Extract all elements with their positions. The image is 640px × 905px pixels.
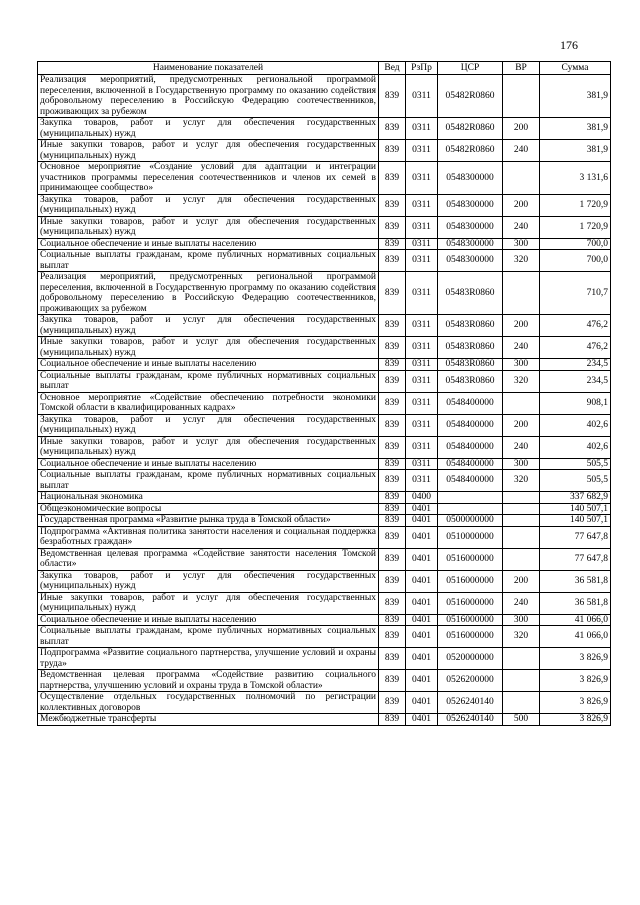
cell-csr: [438, 503, 503, 515]
cell-rzpr: 0311: [406, 272, 438, 315]
cell-csr: 0548300000: [438, 238, 503, 250]
cell-name: Межбюджетные трансферты: [38, 714, 379, 726]
cell-sum: 3 826,9: [540, 670, 611, 692]
cell-sum: 36 581,8: [540, 592, 611, 614]
cell-vr: [503, 272, 540, 315]
cell-name: Закупка товаров, работ и услуг для обеспечения государственных (муниципальных) нужд: [38, 315, 379, 337]
table-row: [38, 570, 611, 592]
cell-ved: 839: [379, 162, 406, 195]
cell-vr: 200: [503, 194, 540, 216]
cell-ved: 839: [379, 503, 406, 515]
cell-ved: 839: [379, 392, 406, 414]
table-row: [38, 526, 611, 548]
cell-ved: 839: [379, 714, 406, 726]
cell-ved: 839: [379, 458, 406, 470]
cell-csr: 05482R0860: [438, 118, 503, 140]
cell-ved: 839: [379, 436, 406, 458]
cell-csr: 0548400000: [438, 458, 503, 470]
cell-sum: 3 826,9: [540, 648, 611, 670]
cell-name: Социальное обеспечение и иные выплаты населению: [38, 614, 379, 626]
cell-ved: 839: [379, 414, 406, 436]
cell-ved: 839: [379, 216, 406, 238]
cell-sum: 3 826,9: [540, 692, 611, 714]
table-row: [38, 140, 611, 162]
cell-rzpr: 0401: [406, 670, 438, 692]
table-row: [38, 337, 611, 359]
table-row: [38, 492, 611, 504]
cell-sum: 36 581,8: [540, 570, 611, 592]
table-row: [38, 118, 611, 140]
table-row: [38, 515, 611, 527]
header-name: Наименование показателей: [38, 62, 379, 75]
cell-rzpr: 0311: [406, 337, 438, 359]
cell-rzpr: 0311: [406, 414, 438, 436]
cell-csr: 0526240140: [438, 714, 503, 726]
cell-name: Государственная программа «Развитие рынка труда в Томской области»: [38, 515, 379, 527]
cell-csr: 0548300000: [438, 194, 503, 216]
cell-csr: 05483R0860: [438, 272, 503, 315]
cell-sum: 140 507,1: [540, 515, 611, 527]
cell-vr: 320: [503, 370, 540, 392]
table-row: [38, 648, 611, 670]
header-csr: ЦСР: [438, 62, 503, 75]
cell-name: Основное мероприятие «Создание условий для адаптации и интеграции участников программы переселения соотечественников и членов их семей в принимающее сообщество»: [38, 162, 379, 195]
cell-vr: 300: [503, 359, 540, 371]
cell-vr: [503, 492, 540, 504]
cell-name: Иные закупки товаров, работ и услуг для обеспечения государственных (муниципальных) нужд: [38, 337, 379, 359]
cell-ved: 839: [379, 337, 406, 359]
table-row: [38, 370, 611, 392]
cell-name: Социальные выплаты гражданам, кроме публичных нормативных социальных выплат: [38, 250, 379, 272]
cell-vr: [503, 503, 540, 515]
cell-csr: 0526200000: [438, 670, 503, 692]
cell-sum: 77 647,8: [540, 526, 611, 548]
header-sum: Сумма: [540, 62, 611, 75]
cell-name: Реализация мероприятий, предусмотренных региональной программой переселения, включенной в Государственную программу по оказанию содействия добровольному переселению в Российскую Федерацию соотечественников, проживающих за рубежом: [38, 75, 379, 118]
cell-csr: 05483R0860: [438, 370, 503, 392]
cell-rzpr: 0311: [406, 75, 438, 118]
cell-vr: 300: [503, 238, 540, 250]
cell-csr: 0548400000: [438, 392, 503, 414]
cell-rzpr: 0311: [406, 250, 438, 272]
cell-rzpr: 0311: [406, 238, 438, 250]
cell-rzpr: 0400: [406, 492, 438, 504]
cell-vr: [503, 648, 540, 670]
table-row: [38, 392, 611, 414]
cell-ved: 839: [379, 692, 406, 714]
cell-ved: 839: [379, 118, 406, 140]
cell-vr: 500: [503, 714, 540, 726]
cell-rzpr: 0401: [406, 548, 438, 570]
cell-sum: 381,9: [540, 140, 611, 162]
cell-rzpr: 0401: [406, 592, 438, 614]
cell-name: Закупка товаров, работ и услуг для обеспечения государственных (муниципальных) нужд: [38, 414, 379, 436]
cell-rzpr: 0401: [406, 626, 438, 648]
cell-sum: 337 682,9: [540, 492, 611, 504]
cell-csr: 0516000000: [438, 626, 503, 648]
cell-sum: 505,5: [540, 470, 611, 492]
table-row: [38, 216, 611, 238]
cell-sum: 1 720,9: [540, 194, 611, 216]
cell-ved: 839: [379, 614, 406, 626]
cell-sum: 3 131,6: [540, 162, 611, 195]
cell-ved: 839: [379, 515, 406, 527]
cell-rzpr: 0311: [406, 392, 438, 414]
cell-vr: 320: [503, 626, 540, 648]
table-row: [38, 592, 611, 614]
table-row: [38, 315, 611, 337]
cell-vr: 200: [503, 570, 540, 592]
header-ved: Вед: [379, 62, 406, 75]
cell-rzpr: 0401: [406, 526, 438, 548]
cell-csr: 0548400000: [438, 436, 503, 458]
cell-rzpr: 0401: [406, 714, 438, 726]
cell-rzpr: 0401: [406, 614, 438, 626]
cell-name: Социальные выплаты гражданам, кроме публичных нормативных социальных выплат: [38, 626, 379, 648]
cell-csr: 0548400000: [438, 414, 503, 436]
cell-name: Подпрограмма «Развитие социального партнерства, улучшение условий и охраны труда»: [38, 648, 379, 670]
cell-csr: [438, 492, 503, 504]
cell-name: Национальная экономика: [38, 492, 379, 504]
cell-vr: 200: [503, 414, 540, 436]
cell-csr: 0500000000: [438, 515, 503, 527]
cell-ved: 839: [379, 370, 406, 392]
budget-table: [37, 61, 611, 726]
cell-sum: 234,5: [540, 370, 611, 392]
cell-ved: 839: [379, 238, 406, 250]
cell-csr: 0548300000: [438, 162, 503, 195]
table-row: [38, 359, 611, 371]
cell-ved: 839: [379, 250, 406, 272]
cell-csr: 0516000000: [438, 592, 503, 614]
cell-sum: 140 507,1: [540, 503, 611, 515]
cell-rzpr: 0401: [406, 570, 438, 592]
cell-rzpr: 0311: [406, 216, 438, 238]
table-row: [38, 436, 611, 458]
cell-rzpr: 0311: [406, 436, 438, 458]
cell-ved: 839: [379, 140, 406, 162]
cell-name: Закупка товаров, работ и услуг для обеспечения государственных (муниципальных) нужд: [38, 194, 379, 216]
cell-name: Социальное обеспечение и иные выплаты населению: [38, 238, 379, 250]
cell-ved: 839: [379, 670, 406, 692]
cell-ved: 839: [379, 492, 406, 504]
table-row: [38, 548, 611, 570]
cell-vr: [503, 515, 540, 527]
cell-csr: 0548400000: [438, 470, 503, 492]
cell-ved: 839: [379, 194, 406, 216]
cell-sum: 700,0: [540, 250, 611, 272]
table-row: [38, 714, 611, 726]
cell-vr: [503, 670, 540, 692]
cell-name: Общеэкономические вопросы: [38, 503, 379, 515]
cell-ved: 839: [379, 592, 406, 614]
cell-name: Иные закупки товаров, работ и услуг для обеспечения государственных (муниципальных) нужд: [38, 216, 379, 238]
cell-sum: 41 066,0: [540, 614, 611, 626]
cell-csr: 0516000000: [438, 570, 503, 592]
cell-sum: 3 826,9: [540, 714, 611, 726]
cell-rzpr: 0401: [406, 648, 438, 670]
table-row: [38, 272, 611, 315]
cell-csr: 0510000000: [438, 526, 503, 548]
table-row: [38, 458, 611, 470]
cell-rzpr: 0311: [406, 140, 438, 162]
cell-sum: 1 720,9: [540, 216, 611, 238]
cell-vr: [503, 392, 540, 414]
table-row: [38, 670, 611, 692]
cell-sum: 700,0: [540, 238, 611, 250]
cell-rzpr: 0311: [406, 370, 438, 392]
cell-ved: 839: [379, 526, 406, 548]
cell-name: Основное мероприятие «Содействие обеспечению потребности экономики Томской области в квалифицированных кадрах»: [38, 392, 379, 414]
table-row: [38, 162, 611, 195]
cell-ved: 839: [379, 359, 406, 371]
cell-vr: 240: [503, 592, 540, 614]
cell-name: Закупка товаров, работ и услуг для обеспечения государственных (муниципальных) нужд: [38, 118, 379, 140]
cell-csr: 0548300000: [438, 250, 503, 272]
cell-vr: 320: [503, 250, 540, 272]
cell-name: Закупка товаров, работ и услуг для обеспечения государственных (муниципальных) нужд: [38, 570, 379, 592]
cell-sum: 41 066,0: [540, 626, 611, 648]
cell-rzpr: 0401: [406, 515, 438, 527]
cell-ved: 839: [379, 548, 406, 570]
cell-vr: [503, 162, 540, 195]
cell-rzpr: 0311: [406, 194, 438, 216]
cell-csr: 0520000000: [438, 648, 503, 670]
cell-name: Иные закупки товаров, работ и услуг для обеспечения государственных (муниципальных) нужд: [38, 592, 379, 614]
table-row: [38, 626, 611, 648]
cell-csr: 0548300000: [438, 216, 503, 238]
cell-name: Осуществление отдельных государственных полномочий по регистрации коллективных договоров: [38, 692, 379, 714]
table-row: [38, 414, 611, 436]
cell-sum: 77 647,8: [540, 548, 611, 570]
cell-vr: 200: [503, 315, 540, 337]
cell-sum: 505,5: [540, 458, 611, 470]
cell-sum: 402,6: [540, 436, 611, 458]
cell-rzpr: 0311: [406, 118, 438, 140]
cell-name: Ведомственная целевая программа «Содействие развитию социального партнерства, улучшению условий и охраны труда в Томской области»: [38, 670, 379, 692]
cell-csr: 0516000000: [438, 614, 503, 626]
cell-csr: 05483R0860: [438, 359, 503, 371]
cell-csr: 05482R0860: [438, 140, 503, 162]
cell-rzpr: 0311: [406, 470, 438, 492]
cell-ved: 839: [379, 626, 406, 648]
cell-vr: 240: [503, 436, 540, 458]
table-row: [38, 238, 611, 250]
table-row: [38, 692, 611, 714]
cell-name: Реализация мероприятий, предусмотренных региональной программой переселения, включенной в Государственную программу по оказанию содействия добровольному переселению в Российскую Федерацию соотечественников, проживающих за рубежом: [38, 272, 379, 315]
cell-name: Социальные выплаты гражданам, кроме публичных нормативных социальных выплат: [38, 470, 379, 492]
cell-vr: [503, 692, 540, 714]
table-row: [38, 470, 611, 492]
cell-sum: 476,2: [540, 315, 611, 337]
cell-name: Подпрограмма «Активная политика занятости населения и социальная поддержка безработных граждан»: [38, 526, 379, 548]
cell-ved: 839: [379, 315, 406, 337]
table-row: [38, 503, 611, 515]
cell-vr: 300: [503, 614, 540, 626]
cell-vr: 240: [503, 337, 540, 359]
cell-vr: 320: [503, 470, 540, 492]
table-row: [38, 75, 611, 118]
cell-ved: 839: [379, 75, 406, 118]
cell-rzpr: 0311: [406, 359, 438, 371]
cell-rzpr: 0401: [406, 503, 438, 515]
cell-csr: 05482R0860: [438, 75, 503, 118]
cell-rzpr: 0311: [406, 315, 438, 337]
cell-name: Социальные выплаты гражданам, кроме публичных нормативных социальных выплат: [38, 370, 379, 392]
cell-rzpr: 0401: [406, 692, 438, 714]
cell-rzpr: 0311: [406, 162, 438, 195]
cell-name: Ведомственная целевая программа «Содействие занятости населения Томской области»: [38, 548, 379, 570]
cell-sum: 402,6: [540, 414, 611, 436]
cell-sum: 381,9: [540, 75, 611, 118]
table-row: [38, 250, 611, 272]
cell-sum: 381,9: [540, 118, 611, 140]
cell-rzpr: 0311: [406, 458, 438, 470]
cell-name: Иные закупки товаров, работ и услуг для обеспечения государственных (муниципальных) нужд: [38, 436, 379, 458]
cell-csr: 05483R0860: [438, 315, 503, 337]
table-row: [38, 194, 611, 216]
cell-vr: 240: [503, 140, 540, 162]
cell-csr: 05483R0860: [438, 337, 503, 359]
cell-vr: 300: [503, 458, 540, 470]
cell-sum: 710,7: [540, 272, 611, 315]
cell-vr: [503, 526, 540, 548]
page-number: 176: [560, 38, 578, 52]
header-rzpr: РзПр: [406, 62, 438, 75]
header-vr: ВР: [503, 62, 540, 75]
cell-name: Социальное обеспечение и иные выплаты населению: [38, 359, 379, 371]
cell-vr: [503, 75, 540, 118]
cell-ved: 839: [379, 648, 406, 670]
cell-vr: 200: [503, 118, 540, 140]
cell-sum: 908,1: [540, 392, 611, 414]
cell-ved: 839: [379, 570, 406, 592]
cell-csr: 0516000000: [438, 548, 503, 570]
table-row: [38, 614, 611, 626]
cell-sum: 234,5: [540, 359, 611, 371]
cell-name: Иные закупки товаров, работ и услуг для обеспечения государственных (муниципальных) нужд: [38, 140, 379, 162]
cell-sum: 476,2: [540, 337, 611, 359]
cell-csr: 0526240140: [438, 692, 503, 714]
cell-vr: 240: [503, 216, 540, 238]
cell-vr: [503, 548, 540, 570]
cell-name: Социальное обеспечение и иные выплаты населению: [38, 458, 379, 470]
cell-ved: 839: [379, 470, 406, 492]
cell-ved: 839: [379, 272, 406, 315]
table-header-row: [38, 62, 611, 75]
